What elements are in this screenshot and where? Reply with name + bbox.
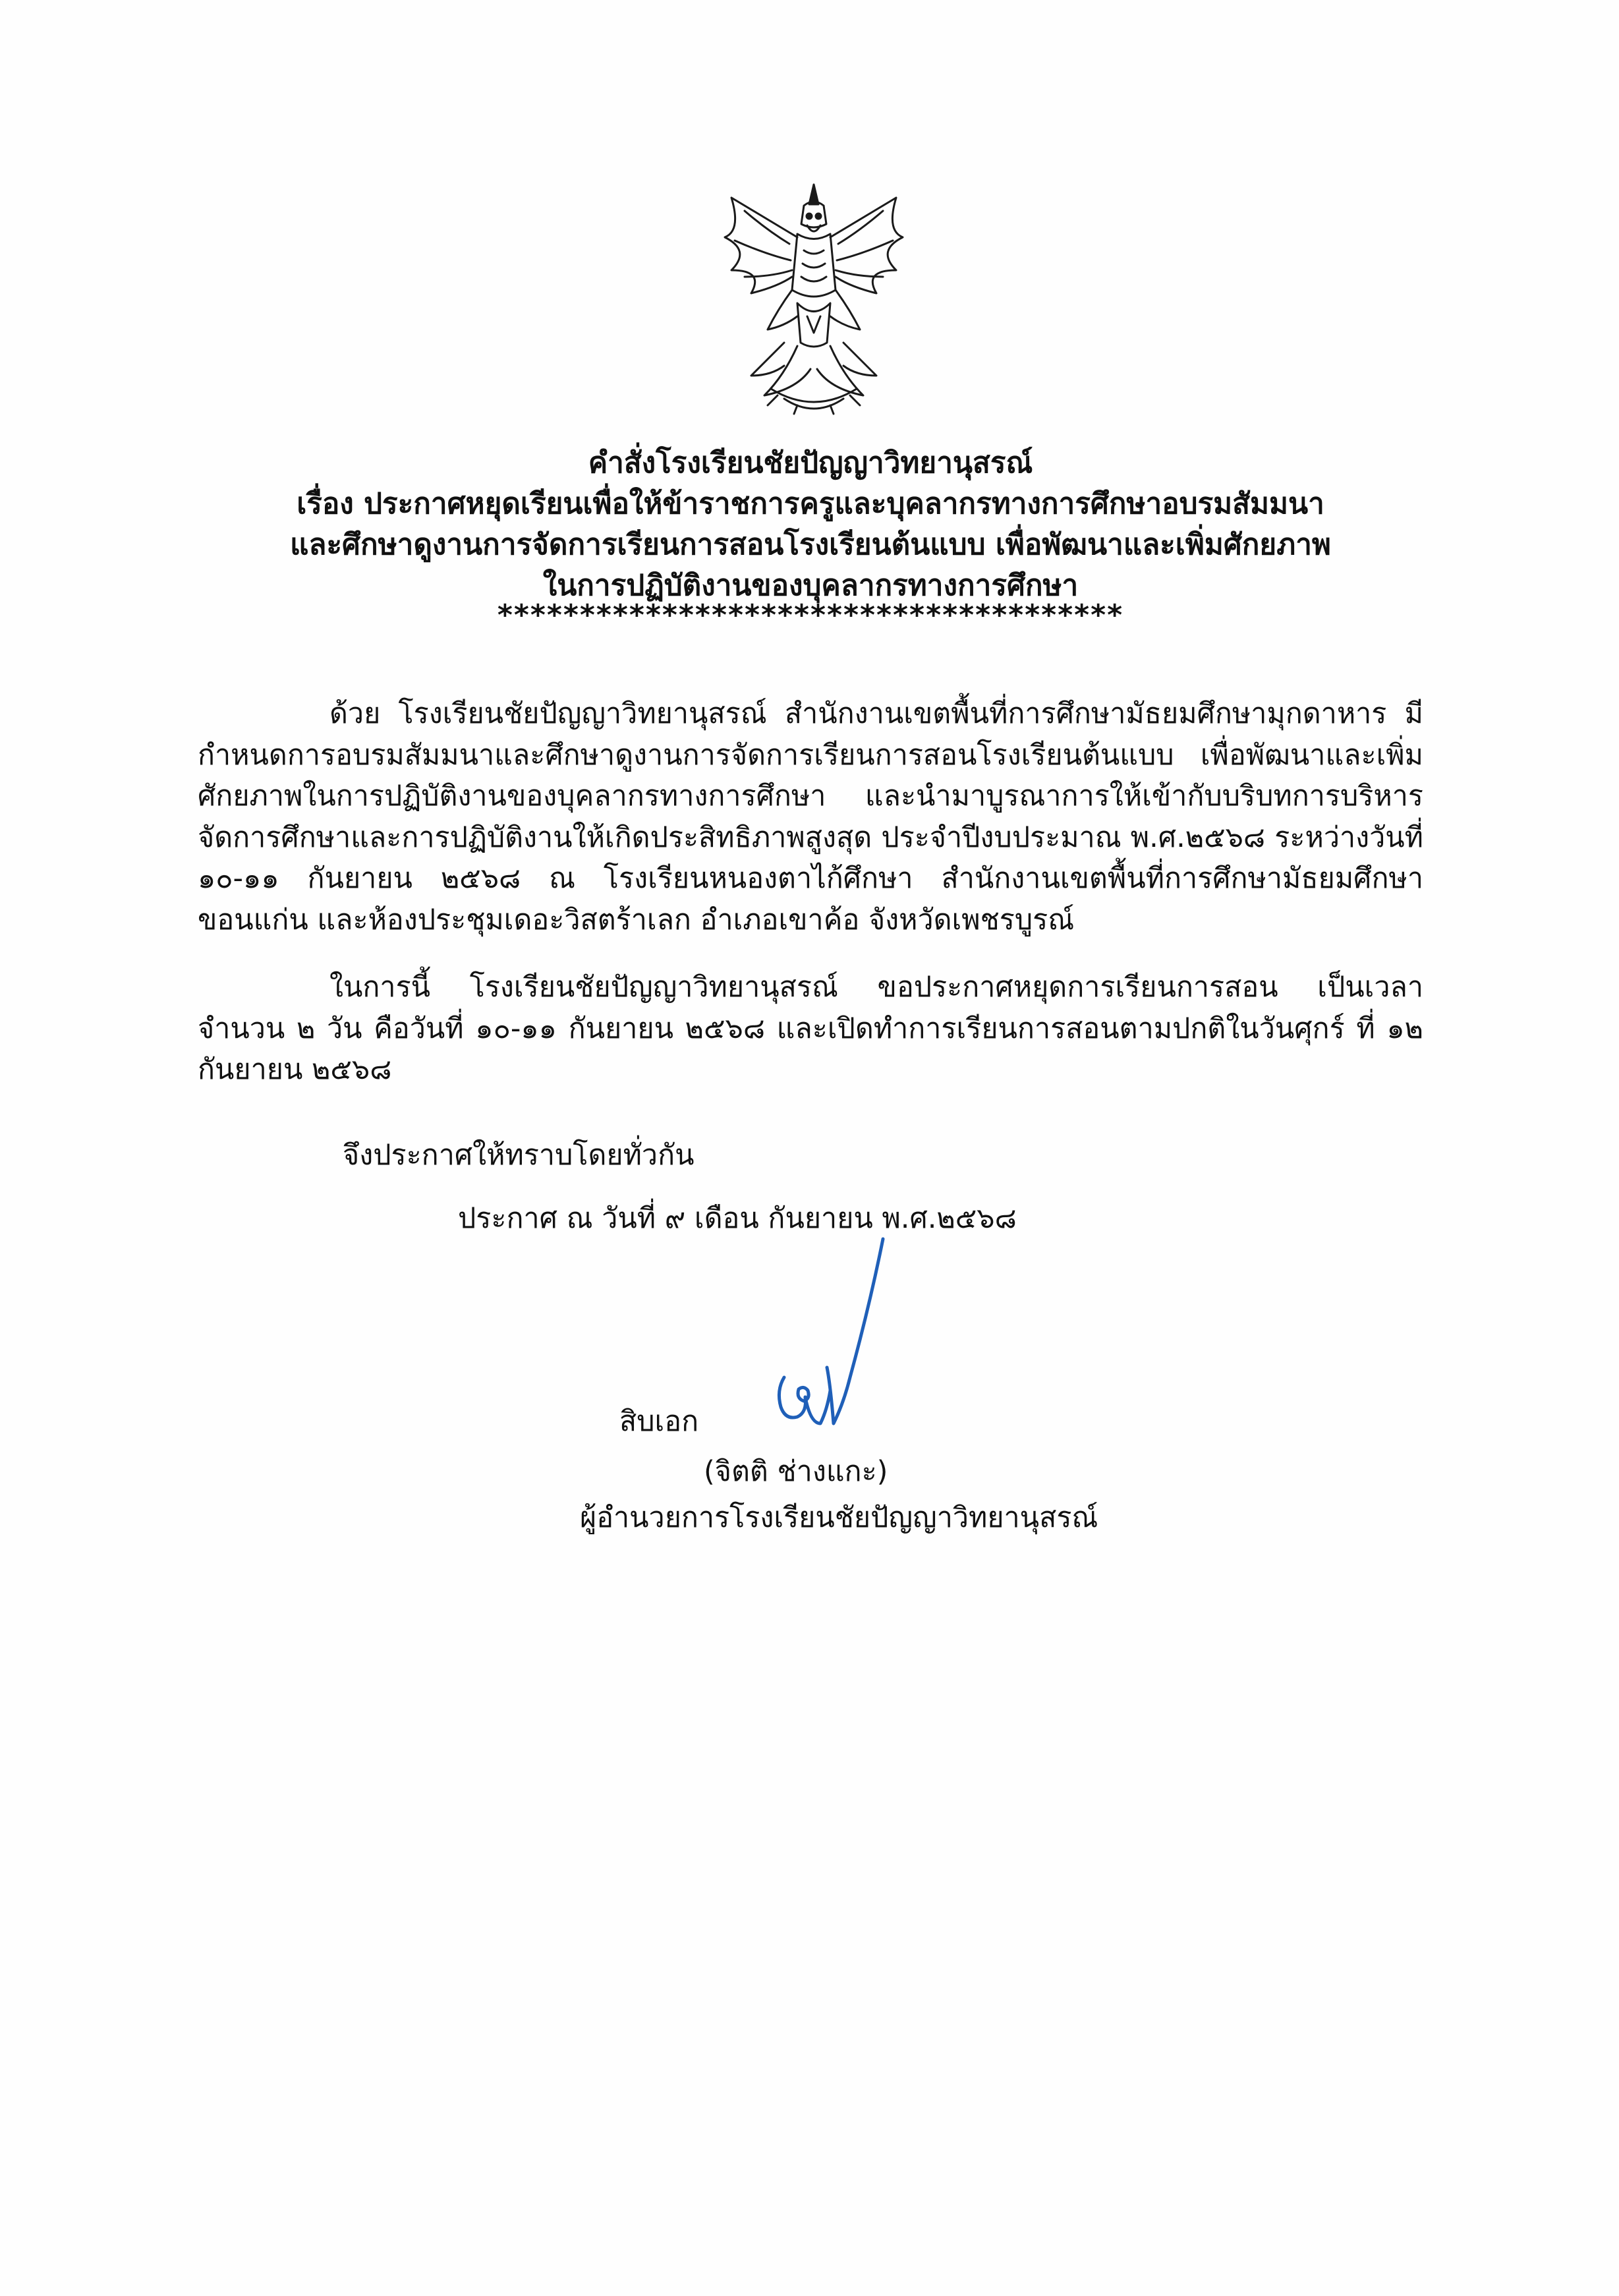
body-paragraph-2: ในการนี้ โรงเรียนชัยปัญญาวิทยานุสรณ์ ขอประกาศหยุดการเรียนการสอน เป็นเวลา จำนวน ๒ วัน คือวันที่ ๑๐-๑๑ กันยายน ๒๕๖๘ และเปิดทำการเรียนการสอนตามปกติในวันศุกร์ ที่ ๑๒ กันยายน ๒๕๖๘ xyxy=(198,971,1423,1086)
signatory-rank: สิบเอก xyxy=(619,1405,699,1438)
body-paragraph-1: ด้วย โรงเรียนชัยปัญญาวิทยานุสรณ์ สำนักงานเขตพื้นที่การศึกษามัธยมศึกษามุกดาหาร มีกำหนดการอบรมสัมมนาและศึกษาดูงานการจัดการเรียนการสอนโรงเรียนต้นแบบ เพื่อพัฒนาและเพิ่มศักยภาพในการปฏิบัติงานของบุคลากรทางการศึกษา และนำมาบูรณาการให้เข้ากับบริบทการบริหารจัดการศึกษาและการปฏิบัติงานให้เกิดประสิทธิภาพสูงสุด ประจำปีงบประมาณ พ.ศ.๒๕๖๘ ระหว่างวันที่ ๑๐-๑๑ กันยายน ๒๕๖๘ ณ โรงเรียนหนองตาไก้ศึกษา สำนักงานเขตพื้นที่การศึกษามัธยมศึกษาขอนแก่น และห้องประชุมเดอะวิสตร้าเลก อำเภอเขาค้อ จังหวัดเพชรบูรณ์ xyxy=(198,697,1423,936)
subject-line-3: ในการปฏิบัติงานของบุคลากรทางการศึกษา xyxy=(542,569,1079,602)
closing-statement: จึงประกาศให้ทราบโดยทั่วกัน xyxy=(343,1139,695,1172)
document-header xyxy=(198,443,1423,632)
separator-stars: ************************************** xyxy=(497,598,1124,632)
subject-line-2: และศึกษาดูงานการจัดการเรียนการสอนโรงเรียนต้นแบบ เพื่อพัฒนาและเพิ่มศักยภาพ xyxy=(290,528,1331,561)
subject-line-1: เรื่อง ประกาศหยุดเรียนเพื่อให้ข้าราชการครูและบุคลากรทางการศึกษาอบรมสัมมนา xyxy=(297,487,1324,521)
document-body xyxy=(198,693,1423,1091)
signatory-position: ผู้อำนวยการโรงเรียนชัยปัญญาวิทยานุสรณ์ xyxy=(580,1501,1098,1534)
announcement-date: ประกาศ ณ วันที่ ๙ เดือน กันยายน พ.ศ.๒๕๖๘ xyxy=(458,1202,1017,1235)
handwritten-signature xyxy=(745,1226,995,1463)
garuda-emblem-icon xyxy=(705,178,923,422)
order-title: คำสั่งโรงเรียนชัยปัญญาวิทยานุสรณ์ xyxy=(588,446,1033,480)
signatory-name: (จิตติ ช่างแกะ) xyxy=(704,1455,888,1488)
